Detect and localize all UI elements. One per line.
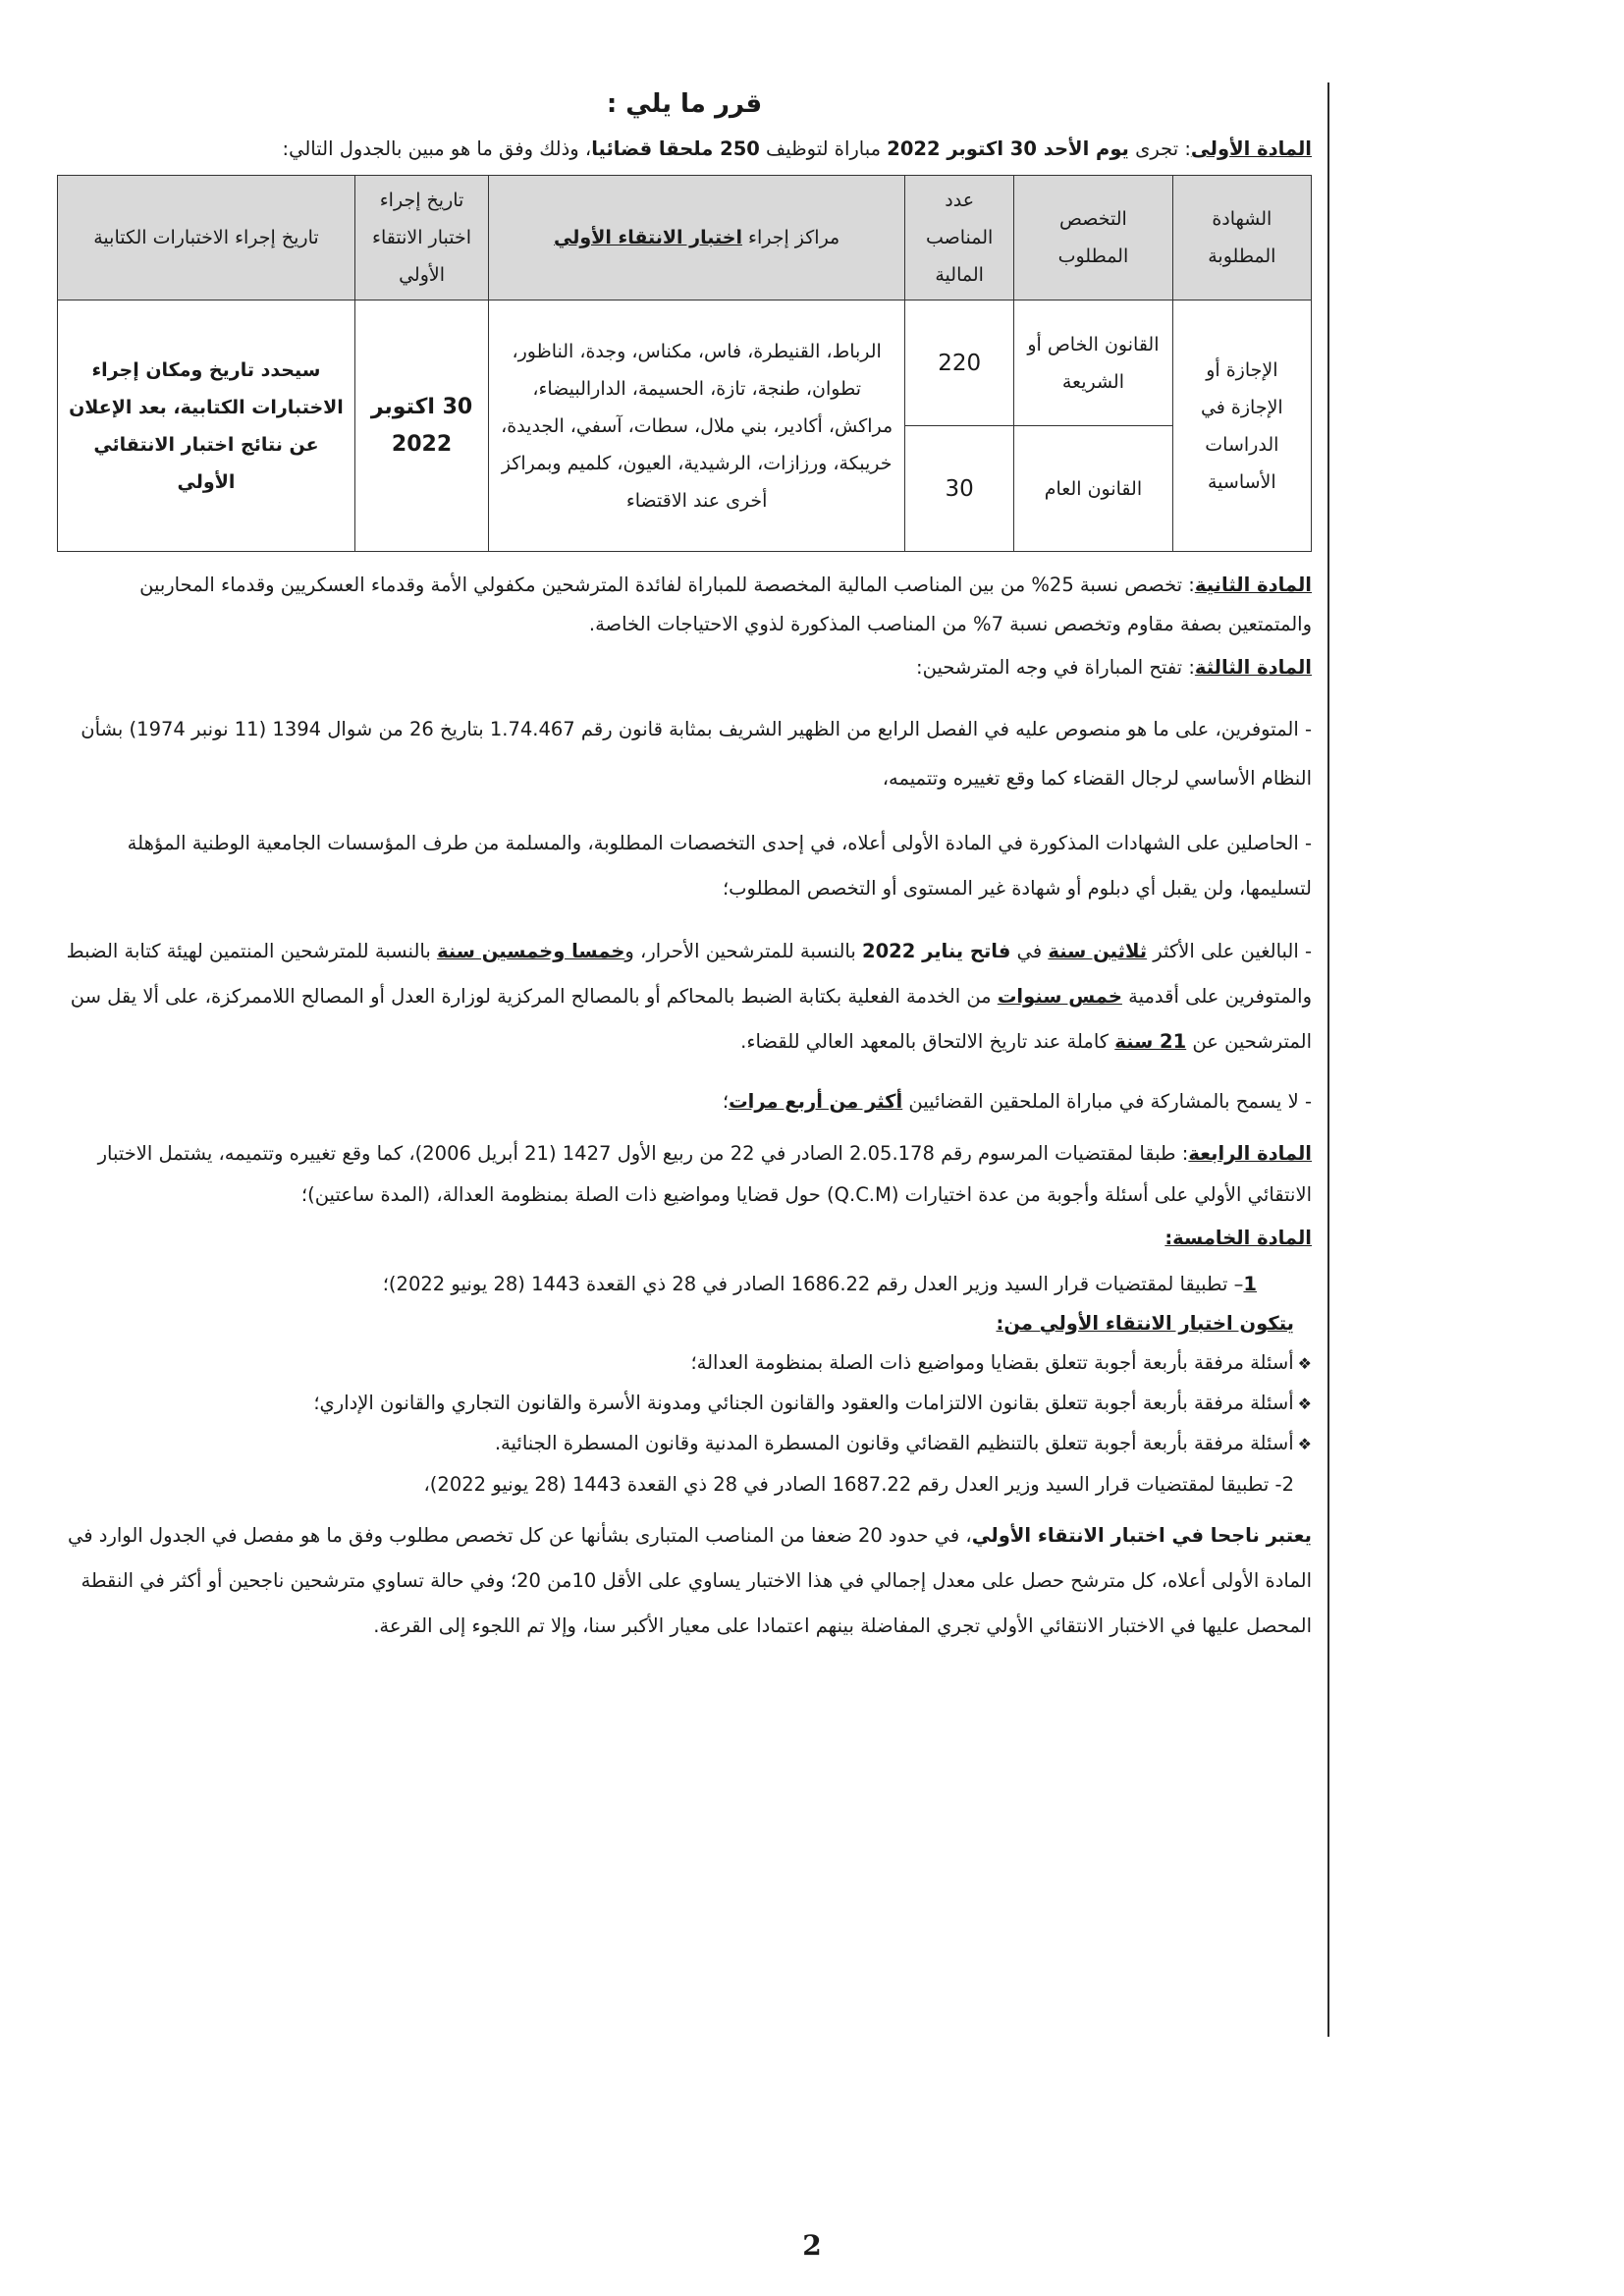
positions-count: 250 ملحقا قضائيا (591, 137, 760, 160)
article-2: المادة الثانية: تخصص نسبة 25% من بين المناصب المالية المخصصة للمباراة لفائدة المترشحين مكفولي الأمة وقدماء العسكريين وقدماء المحاربين والمتمتعين بصفة مقاوم وتخصص نسبة 7% من المناصب المذكورة لذوي الاحتياجات الخاصة. (139, 574, 1312, 635)
article-3-label: المادة الثالثة (1194, 656, 1312, 679)
article-1: المادة الأولى: تجرى يوم الأحد 30 اكتوبر 2022 مباراة لتوظيف 250 ملحقا قضائيا، وذلك وفق ما هو مبين بالجدول التالي: (282, 137, 1312, 160)
list-item: ❖أسئلة مرفقة بأربعة أجوبة تتعلق بقانون الالتزامات والعقود والقانون الجنائي ومدونة الأسرة والقانون التجاري والقانون الإداري؛ (313, 1392, 1312, 1414)
list-item: ❖أسئلة مرفقة بأربعة أجوبة تتعلق بالتنظيم القضائي وقانون المسطرة المدنية وقانون المسطرة الجنائية. (494, 1432, 1312, 1454)
list-item: ❖أسئلة مرفقة بأربعة أجوبة تتعلق بقضايا ومواضيع ذات الصلة بمنظومة العدالة؛ (690, 1351, 1312, 1374)
cell-prelim-date: 30 اكتوبر 2022 (354, 301, 488, 552)
article-5-item-1: 1– تطبيقا لمقتضيات قرار السيد وزير العدل رقم 1686.22 الصادر في 28 ذي القعدة 1443 (28 يونيو 2022)؛ (382, 1273, 1257, 1295)
diamond-bullet-icon: ❖ (1297, 1435, 1312, 1453)
diamond-bullet-icon: ❖ (1297, 1394, 1312, 1413)
article-5-item-2: 2- تطبيقا لمقتضيات قرار السيد وزير العدل رقم 1687.22 الصادر في 28 ذي القعدة 1443 (28 يونيو 2022)، (423, 1473, 1294, 1496)
article-1-label: المادة الأولى (1190, 137, 1312, 160)
col-degree: الشهادة المطلوبة (1172, 176, 1311, 301)
col-written-date: تاريخ إجراء الاختبارات الكتابية (58, 176, 355, 301)
bullet-list (57, 1343, 1312, 1464)
article-5-label: المادة الخامسة: (1164, 1227, 1312, 1249)
condition-2: - الحاصلين على الشهادات المذكورة في المادة الأولى أعلاه، في إحدى التخصصات المطلوبة، والمسلمة من طرف المؤسسات الجامعية الوطنية المؤهلة لتسليمها، ولن يقبل أي دبلوم أو شهادة غير المستوى أو التخصص المطلوب؛ (127, 832, 1312, 900)
sub-heading: يتكون اختبار الانتقاء الأولي من: (996, 1312, 1294, 1335)
page-number: 2 (802, 2229, 822, 2262)
decision-heading: قرر ما يلي : (606, 89, 763, 119)
cell-degree: الإجازة أو الإجازة في الدراسات الأساسية (1172, 301, 1311, 552)
cell-specialty-2: القانون العام (1014, 426, 1173, 552)
col-centers: مراكز إجراء اختبار الانتقاء الأولي (489, 176, 905, 301)
col-prelim-date: تاريخ إجراء اختبار الانتقاء الأولي (354, 176, 488, 301)
cell-specialty-1: القانون الخاص أو الشريعة (1014, 301, 1173, 426)
diamond-bullet-icon: ❖ (1297, 1354, 1312, 1373)
document-body (57, 90, 1312, 1649)
cell-written-date: سيحدد تاريخ ومكان إجراء الاختبارات الكتابية، بعد الإعلان عن نتائج اختبار الانتقائي الأولي (58, 301, 355, 552)
condition-3: - البالغين على الأكثر ثلاثين سنة في فاتح يناير 2022 بالنسبة للمترشحين الأحرار، وخمسا وخمسين سنة بالنسبة للمترشحين المنتمين لهيئة كتابة الضبط والمتوفرين على أقدمية خمس سنوات من الخدمة الفعلية بكتابة الضبط بالمحاكم أو بالمصالح المركزية لوزارة العدل أو المصالح اللاممركزة، على ألا يقل سن المترشحين عن 21 سنة كاملة عند تاريخ الالتحاق بالمعهد العالي للقضاء. (66, 940, 1312, 1053)
condition-4: - لا يسمح بالمشاركة في مباراة الملحقين القضائيين أكثر من أربع مرات؛ (722, 1090, 1312, 1113)
success-criteria: يعتبر ناجحا في اختبار الانتقاء الأولي، في حدود 20 ضعفا من المناصب المتبارى بشأنها عن كل تخصص مطلوب وفق ما هو مفصل في الجدول الوارد في المادة الأولى أعلاه، كل مترشح حصل على معدل إجمالي في هذا الاختبار يساوي على الأقل 10من 20؛ وفي حالة تساوي مترشحين ناجحين أو أكثر في النقطة المحصل عليها في الاختبار الانتقائي الأولي تجري المفاضلة بينهم اعتمادا على معيار الأكبر سنا، وإلا تم اللجوء إلى القرعة. (68, 1524, 1312, 1637)
table-header-row (58, 176, 1312, 301)
col-specialty: التخصص المطلوب (1014, 176, 1173, 301)
article-4: المادة الرابعة: طبقا لمقتضيات المرسوم رقم 2.05.178 الصادر في 22 من ربيع الأول 1427 (21 أبريل 2006)، كما وقع تغييره وتتميمه، يشتمل الاختبار الانتقائي الأولي على أسئلة وأجوبة من عدة اختيارات (Q.C.M) حول قضايا ومواضيع ذات الصلة بمنظومة العدالة، (المدة ساعتين)؛ (97, 1142, 1312, 1206)
positions-table (57, 175, 1312, 552)
margin-rule (1327, 82, 1329, 2037)
exam-date: يوم الأحد 30 اكتوبر 2022 (887, 137, 1129, 160)
article-3: المادة الثالثة: تفتح المباراة في وجه المترشحين: (916, 656, 1312, 679)
cell-centers: الرباط، القنيطرة، فاس، مكناس، وجدة، الناظور، تطوان، طنجة، تازة، الحسيمة، الدارالبيضاء، مراكش، أكادير، بني ملال، سطات، آسفي، الجديدة، خريبكة، ورزازات، الرشيدية، العيون، كلميم وبمراكز أخرى عند الاقتضاء (489, 301, 905, 552)
article-2-label: المادة الثانية (1194, 574, 1312, 596)
cell-positions-1: 220 (905, 301, 1014, 426)
condition-1: - المتوفرين، على ما هو منصوص عليه في الفصل الرابع من الظهير الشريف بمثابة قانون رقم 1.74.467 بتاريخ 26 من شوال 1394 (11 نونبر 1974) بشأن النظام الأساسي لرجال القضاء كما وقع تغييره وتتميمه، (81, 718, 1312, 790)
article-4-label: المادة الرابعة (1188, 1142, 1312, 1165)
col-positions: عدد المناصب المالية (905, 176, 1014, 301)
cell-positions-2: 30 (905, 426, 1014, 552)
table-row (58, 301, 1312, 426)
